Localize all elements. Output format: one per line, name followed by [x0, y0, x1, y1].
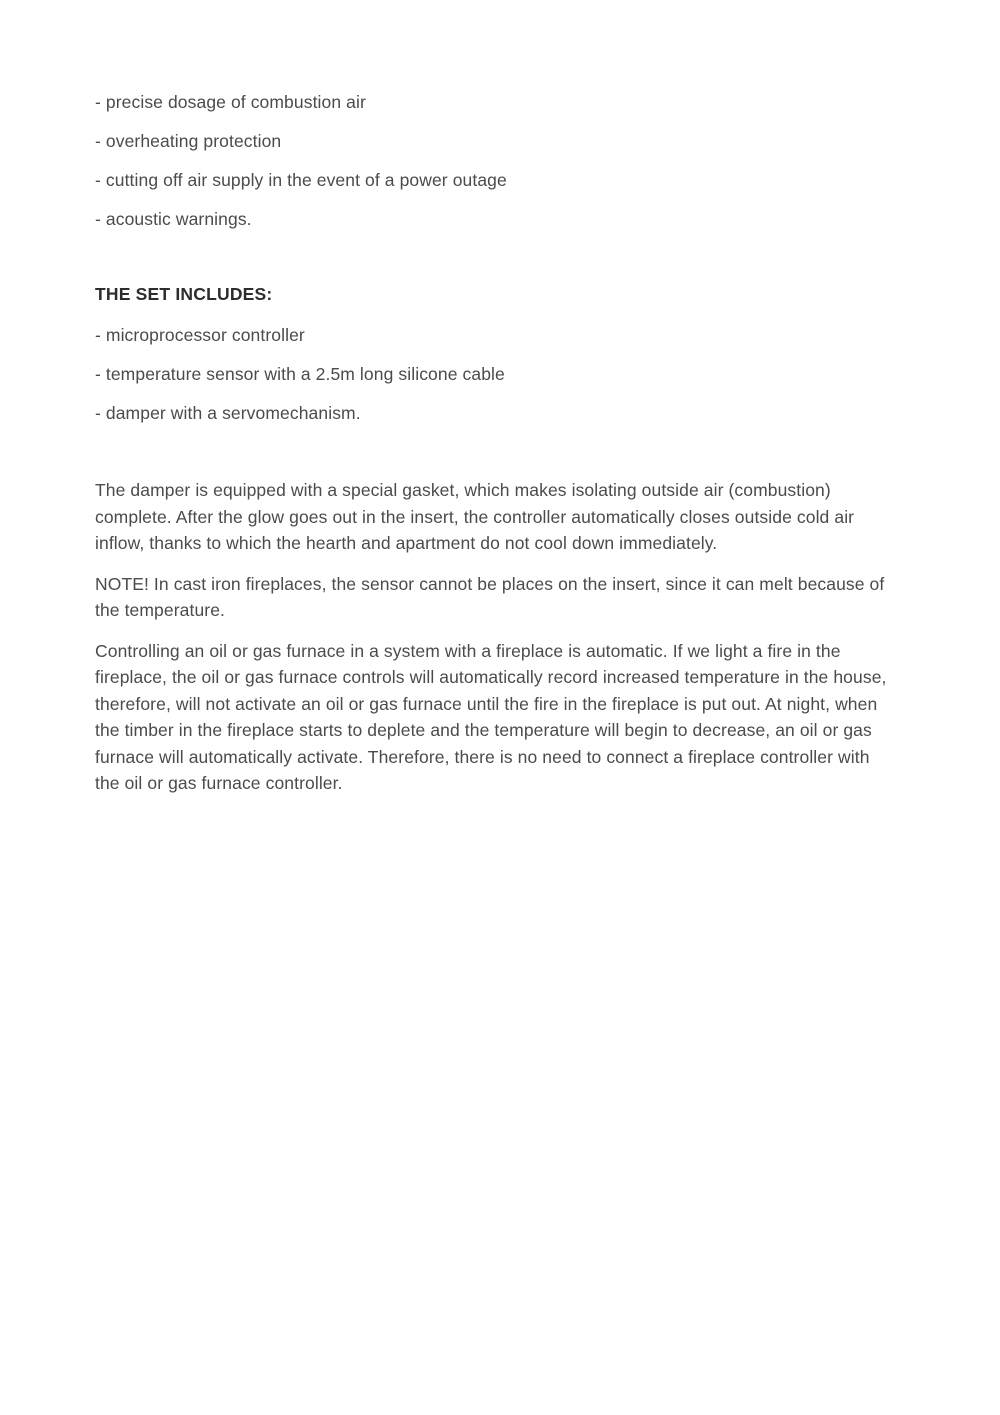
set-includes-item: - temperature sensor with a 2.5m long silicone cable: [95, 364, 505, 384]
feature-item: - overheating protection: [95, 131, 282, 151]
paragraph-damper-gasket: The damper is equipped with a special gasket, which makes isolating outside air (combustion) complete. After the glow goes out in the insert, the controller automatically closes outside cold air inflow, thanks to which the hearth and apartment do not cool down immediately.: [95, 480, 855, 553]
set-includes-item: - damper with a servomechanism.: [95, 403, 361, 423]
set-includes-list: [95, 322, 895, 426]
paragraph-furnace-control: Controlling an oil or gas furnace in a system with a fireplace is automatic. If we light a fire in the fireplace, the oil or gas furnace controls will automatically record increased temperature in the house, therefore, will not activate an oil or gas furnace until the fire in the fireplace is put out. At night, when the timber in the fireplace starts to deplete and the temperature will begin to decrease, an oil or gas furnace will automatically activate. Therefore, there is no need to connect a fireplace controller with the oil or gas furnace controller.: [95, 640, 887, 793]
set-includes-item: - microprocessor controller: [95, 325, 305, 345]
feature-item: - cutting off air supply in the event of a power outage: [95, 170, 507, 190]
feature-item: - acoustic warnings.: [95, 209, 252, 229]
feature-item: - precise dosage of combustion air: [95, 92, 366, 112]
description-paragraphs: [95, 477, 895, 797]
paragraph-note-cast-iron: NOTE! In cast iron fireplaces, the sensor cannot be places on the insert, since it can melt because of the temperature.: [95, 573, 885, 620]
set-includes-heading: THE SET INCLUDES:: [95, 284, 273, 304]
feature-list: [95, 89, 895, 232]
